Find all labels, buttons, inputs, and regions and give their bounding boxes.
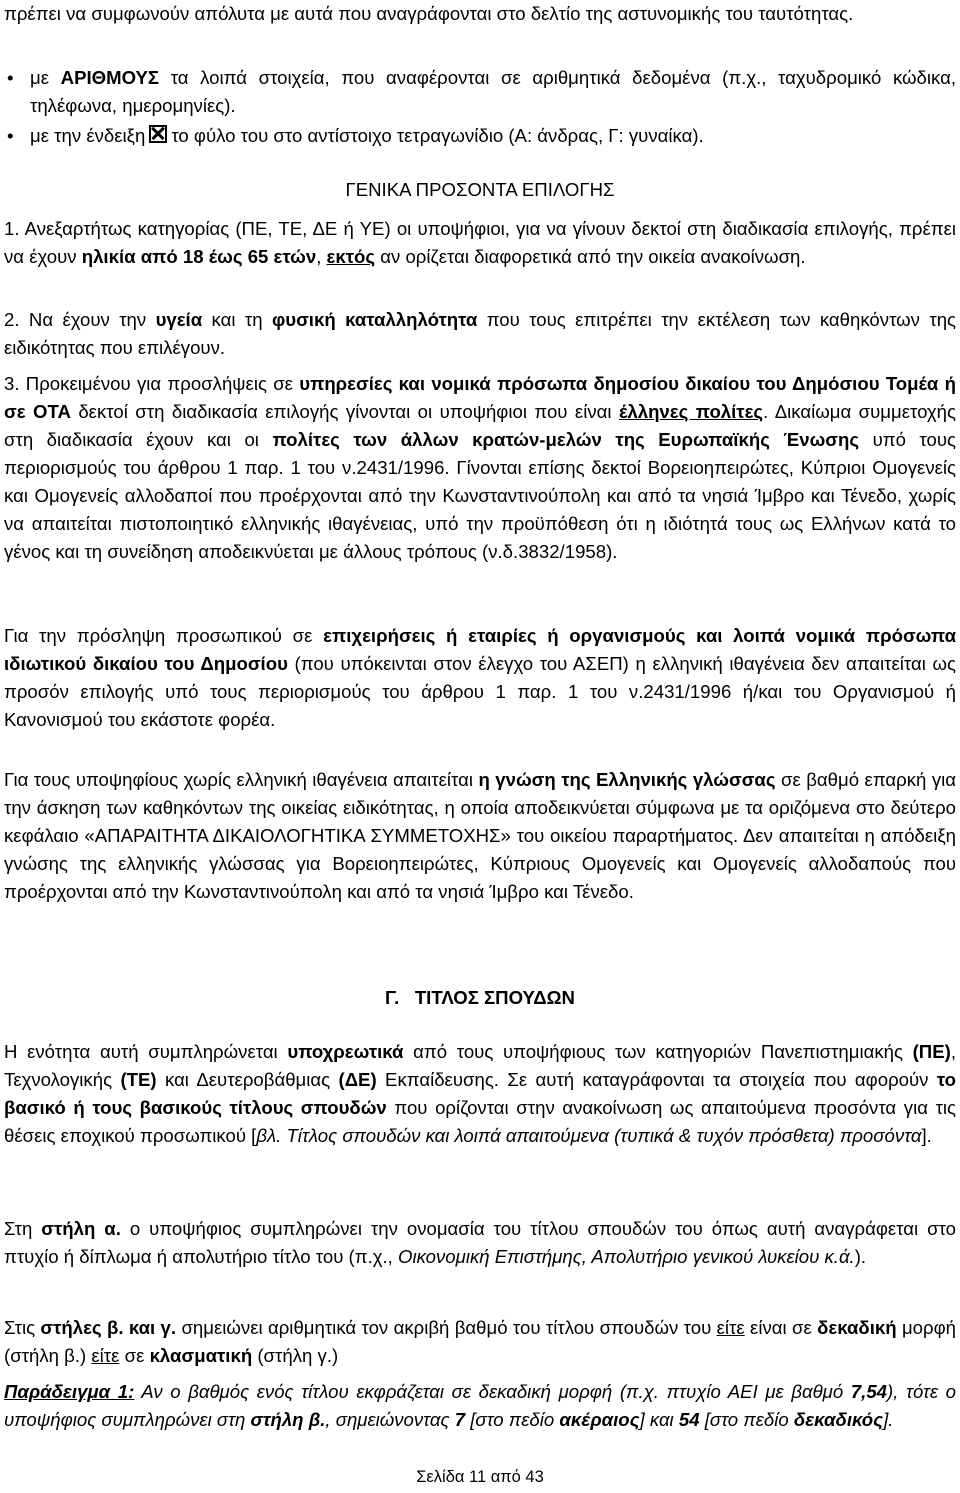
section-g-paragraph-2: Στη στήλη α. ο υποψήφιος συμπληρώνει την ονομασία του τίτλου σπουδών του όπως αυτή αναγράφεται στο πτυχίο ή δίπλωμα ή απολυτήριο τίτλο του (π.χ., Οικονομική Επιστήμης, Απολυτήριο γενικού λυκείου κ.ά.). xyxy=(4,1218,956,1267)
general-paragraph-4: Για την πρόσληψη προσωπικού σε επιχειρήσεις ή εταιρίες ή οργανισμούς και λοιπά νομικά πρόσωπα ιδιωτικού δικαίου του Δημοσίου (που υπόκεινται στον έλεγχο του ΑΣΕΠ) η ελληνική ιθαγένεια δεν απαιτείται ως προσόν επιλογής υπό τους περιορισμούς του άρθρου 1 παρ. 1 του ν.2431/1996 ή/και του Οργανισμού ή Κανονισμού του εκάστοτε φορέα. xyxy=(4,625,956,730)
general-paragraph-2: 2. Να έχουν την υγεία και τη φυσική καταλληλότητα που τους επιτρέπει την εκτέλεση των καθηκόντων της ειδικότητας που επιλέγουν. xyxy=(4,309,956,358)
bullet-numbers: • με ΑΡΙΘΜΟΥΣ τα λοιπά στοιχεία, που αναφέρονται σε αριθμητικά δεδομένα (π.χ., ταχυδρομικό κώδικα, τηλέφωνα, ημερομηνίες). xyxy=(4,64,956,120)
section-g-example: Παράδειγμα 1: Αν ο βαθμός ενός τίτλου εκφράζεται σε δεκαδική μορφή (π.χ. πτυχίο ΑΕΙ με βαθμό 7,54), τότε ο υποψήφιος συμπληρώνει στη στήλη β., σημειώνοντας 7 [στο πεδίο ακέραιος] και 54 [στο πεδίο δεκαδικός]. xyxy=(4,1381,956,1430)
general-paragraph-1: 1. Ανεξαρτήτως κατηγορίας (ΠΕ, ΤΕ, ΔΕ ή ΥΕ) οι υποψήφιοι, για να γίνουν δεκτοί στη διαδικασία επιλογής, πρέπει να έχουν ηλικία από 18 έως 65 ετών, εκτός αν ορίζεται διαφορετικά από την οικεία ανακοίνωση. xyxy=(4,218,956,267)
checked-box-icon xyxy=(149,125,167,143)
page-footer xyxy=(0,1466,960,1488)
page-number: Σελίδα 11 από 43 xyxy=(416,1468,544,1486)
section-g-paragraph-3: Στις στήλες β. και γ. σημειώνει αριθμητικά τον ακριβή βαθμό του τίτλου σπουδών του είτε είναι σε δεκαδική μορφή (στήλη β.) είτε σε κλασματική (στήλη γ.) xyxy=(4,1317,956,1366)
general-heading: ΓΕΝΙΚΑ ΠΡΟΣΟΝΤΑ ΕΠΙΛΟΓΗΣ xyxy=(345,179,615,200)
intro-paragraph: πρέπει να συμφωνούν απόλυτα με αυτά που αναγράφονται στο δελτίο της αστυνομικής του ταυτότητας. xyxy=(4,3,854,24)
section-g-paragraph-1: Η ενότητα αυτή συμπληρώνεται υποχρεωτικά από τους υποψήφιους των κατηγοριών Πανεπιστημιακής (ΠΕ), Τεχνολογικής (ΤΕ) και Δευτεροβάθμιας (ΔΕ) Εκπαίδευσης. Σε αυτή καταγράφονται τα στοιχεία που αφορούν το βασικό ή τους βασικούς τίτλους σπουδών που ορίζονται στην ανακοίνωση ως απαιτούμενα προσόντα για τις θέσεις εποχικού προσωπικού [βλ. Τίτλος σπουδών και λοιπά απαιτούμενα (τυπικά & τυχόν πρόσθετα) προσόντα]. xyxy=(4,1041,956,1146)
section-g-heading: Γ. ΤΙΤΛΟΣ ΣΠΟΥΔΩΝ xyxy=(385,987,575,1008)
bullet-icon: • xyxy=(7,67,14,88)
bullet-gender: • με την ένδειξη το φύλο του στο αντίστοιχο τετραγωνίδιο (Α: άνδρας, Γ: γυναίκα). xyxy=(4,122,956,150)
general-paragraph-5: Για τους υποψηφίους χωρίς ελληνική ιθαγένεια απαιτείται η γνώση της Ελληνικής γλώσσας σε βαθμό επαρκή για την άσκηση των καθηκόντων της οικείας ειδικότητας, η οποία αποδεικνύεται σύμφωνα με τα οριζόμενα στο δεύτερο κεφάλαιο «ΑΠΑΡΑΙΤΗΤΑ ΔΙΚΑΙΟΛΟΓΗΤΙΚΑ ΣΥΜΜΕΤΟΧΗΣ» του οικείου παραρτήματος. Δεν απαιτείται η απόδειξη γνώσης της ελληνικής γλώσσας για Βορειοηπειρώτες, Κύπριους Ομογενείς και Ομογενείς αλλοδαπούς που προέρχονται από την Κωνσταντινούπολη και από τα νησιά Ίμβρο και Τένεδο. xyxy=(4,769,957,902)
general-paragraph-3: 3. Προκειμένου για προσλήψεις σε υπηρεσίες και νομικά πρόσωπα δημοσίου δικαίου του Δημόσιου Τομέα ή σε ΟΤΑ δεκτοί στη διαδικασία επιλογής γίνονται οι υποψήφιοι που είναι έλληνες πολίτες. Δικαίωμα συμμετοχής στη διαδικασία έχουν και οι πολίτες των άλλων κρατών-μελών της Ευρωπαϊκής Ένωσης υπό τους περιορισμούς του άρθρου 1 παρ. 1 του ν.2431/1996. Γίνονται επίσης δεκτοί Βορειοηπειρώτες, Κύπριοι Ομογενείς και Ομογενείς αλλοδαποί που προέρχονται από την Κωνσταντινούπολη και από τα νησιά Ίμβρο και Τένεδο, χωρίς να απαιτείται πιστοποιητικό ελληνικής ιθαγένειας, υπό την προϋπόθεση ότι η ιδιότητά τους ως Ελλήνων κατά το γένος και τη συνείδηση αποδεικνύεται με άλλους τρόπους (ν.δ.3832/1958). xyxy=(4,373,956,562)
bullet-icon: • xyxy=(7,125,14,146)
